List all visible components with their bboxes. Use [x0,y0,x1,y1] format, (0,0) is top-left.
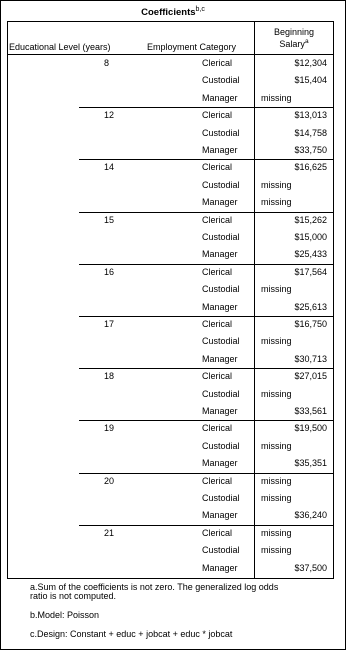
cell-employment-category: Manager [202,354,238,364]
table-row [0,281,346,298]
cell-employment-category: Manager [202,510,238,520]
footnote-a-line1: a.Sum of the coefficients is not zero. The generalized log odds [30,582,279,592]
cell-beginning-salary: $14,758 [294,128,327,138]
cell-employment-category: Custodial [202,232,240,242]
cell-employment-category: Custodial [202,180,240,190]
footnote-a-line2: ratio is not computed. [30,591,117,601]
cell-employment-category: Manager [202,406,238,416]
table-row [0,455,346,472]
cell-beginning-salary: missing [261,336,292,346]
table-row [0,403,346,420]
cell-beginning-salary: $12,304 [294,58,327,68]
cell-employment-category: Custodial [202,441,240,451]
cell-beginning-salary: $36,240 [294,510,327,520]
cell-beginning-salary: $17,564 [294,267,327,277]
table-title [0,6,346,18]
cell-employment-category: Manager [202,197,238,207]
table-row [0,525,346,542]
cell-employment-category: Custodial [202,545,240,555]
cell-educational-level: 20 [104,476,115,486]
cell-employment-category: Manager [202,93,238,103]
cell-beginning-salary: missing [261,197,292,207]
cell-employment-category: Clerical [202,110,233,120]
table-row [0,264,346,281]
cell-educational-level: 17 [104,319,115,329]
cell-employment-category: Custodial [202,493,240,503]
cell-employment-category: Manager [202,458,238,468]
header-beginning-salary-line2 [258,38,330,49]
table-row [0,159,346,176]
table-row [0,351,346,368]
cell-beginning-salary: $13,013 [294,110,327,120]
cell-beginning-salary: $37,500 [294,563,327,573]
table-row [0,316,346,333]
cell-beginning-salary: $19,500 [294,423,327,433]
header-salary-text: Salary [279,39,305,49]
table-row [0,507,346,524]
cell-employment-category: Clerical [202,58,233,68]
cell-beginning-salary: $15,404 [294,75,327,85]
cell-employment-category: Manager [202,563,238,573]
cell-beginning-salary: missing [261,441,292,451]
table-title-superscript: b,c [195,6,205,13]
cell-educational-level: 18 [104,371,115,381]
table-row [0,490,346,507]
cell-beginning-salary: $15,000 [294,232,327,242]
table-row [0,142,346,159]
header-salary-superscript: a [304,38,309,45]
cell-beginning-salary: $16,625 [294,162,327,172]
cell-employment-category: Custodial [202,284,240,294]
cell-beginning-salary: $25,433 [294,249,327,259]
footnote-b: b.Model: Poisson [30,610,100,620]
table-row [0,55,346,72]
cell-beginning-salary: $15,262 [294,215,327,225]
table-row [0,177,346,194]
cell-beginning-salary: $25,613 [294,302,327,312]
table-row [0,229,346,246]
header-educational-level: Educational Level (years) [9,42,111,52]
cell-employment-category: Manager [202,302,238,312]
cell-employment-category: Clerical [202,162,233,172]
table-row [0,90,346,107]
cell-employment-category: Manager [202,249,238,259]
cell-beginning-salary: missing [261,389,292,399]
cell-educational-level: 15 [104,215,115,225]
cell-educational-level: 8 [104,58,110,68]
header-beginning-salary-line1: Beginning [273,27,315,37]
cell-educational-level: 19 [104,423,115,433]
cell-employment-category: Manager [202,145,238,155]
cell-employment-category: Clerical [202,371,233,381]
table-row [0,72,346,89]
table-row [0,420,346,437]
cell-beginning-salary: $30,713 [294,354,327,364]
cell-employment-category: Clerical [202,528,233,538]
cell-educational-level: 21 [104,528,115,538]
header-employment-category: Employment Category [147,42,237,52]
cell-employment-category: Custodial [202,389,240,399]
cell-beginning-salary: missing [261,493,292,503]
cell-beginning-salary: $35,351 [294,458,327,468]
cell-employment-category: Clerical [202,319,233,329]
table-row [0,194,346,211]
footnote-c: c.Design: Constant + educ + jobcat + educ * jobcat [30,629,233,639]
table-row [0,125,346,142]
cell-beginning-salary: $27,015 [294,371,327,381]
cell-beginning-salary: missing [261,93,292,103]
cell-beginning-salary: $16,750 [294,319,327,329]
table-row [0,212,346,229]
cell-beginning-salary: $33,561 [294,406,327,416]
table-row [0,473,346,490]
table-top-border [7,21,334,22]
cell-employment-category: Custodial [202,128,240,138]
table-bottom-border [7,578,334,579]
table-row [0,542,346,559]
table-title-text: Coefficients [141,7,196,18]
cell-educational-level: 16 [104,267,115,277]
cell-beginning-salary: missing [261,180,292,190]
cell-employment-category: Clerical [202,423,233,433]
cell-beginning-salary: missing [261,284,292,294]
cell-beginning-salary: $33,750 [294,145,327,155]
table-row [0,368,346,385]
table-row [0,560,346,577]
cell-beginning-salary: missing [261,528,292,538]
cell-employment-category: Custodial [202,75,240,85]
cell-employment-category: Clerical [202,267,233,277]
cell-employment-category: Clerical [202,215,233,225]
table-row [0,333,346,350]
table-row [0,438,346,455]
table-row [0,246,346,263]
cell-educational-level: 12 [104,110,115,120]
cell-beginning-salary: missing [261,545,292,555]
cell-employment-category: Clerical [202,476,233,486]
cell-educational-level: 14 [104,162,115,172]
table-row [0,386,346,403]
table-row [0,299,346,316]
cell-employment-category: Custodial [202,336,240,346]
table-row [0,107,346,124]
cell-beginning-salary: missing [261,476,292,486]
